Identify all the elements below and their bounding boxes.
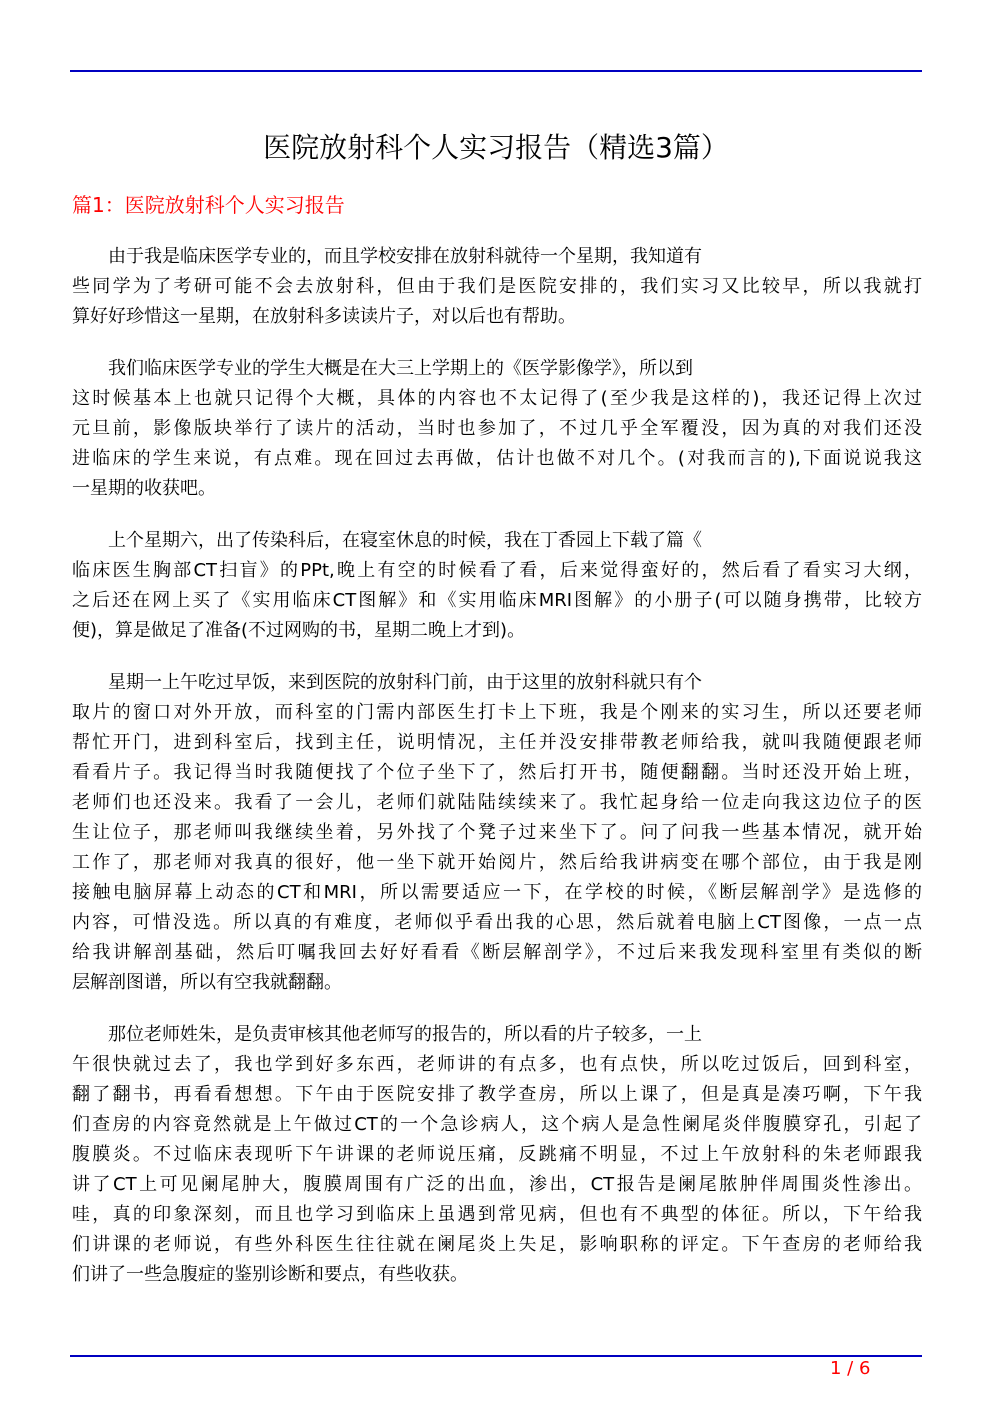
paragraph [72,526,922,646]
paragraph-line: 午很快就过去了，我也学到好多东西，老师讲的有点多，也有点快，所以吃过饭后，回到科室， [72,1054,922,1075]
paragraph-line: 哇，真的印象深刻，而且也学习到临床上虽遇到常见病，但也有不典型的体征。所以，下午给我 [72,1204,922,1225]
footer-rule [70,1355,922,1357]
paragraph-line: 星期一上午吃过早饭，来到医院的放射科门前，由于这里的放射科就只有个 [108,672,702,693]
paragraph-line: 算好好珍惜这一星期，在放射科多读读片子，对以后也有帮助。 [72,306,576,327]
paragraph-line: 那位老师姓朱，是负责审核其他老师写的报告的，所以看的片子较多，一上 [108,1024,702,1045]
paragraph-line: 由于我是临床医学专业的，而且学校安排在放射科就待一个星期，我知道有 [108,246,702,267]
paragraph-line: 临床医生胸部CT扫盲》的PPt,晚上有空的时候看了看，后来觉得蛮好的，然后看了看实习大纲， [72,560,922,581]
paragraph-line: 讲了CT上可见阑尾肿大，腹膜周围有广泛的出血，渗出，CT报告是阑尾脓肿伴周围炎性渗出。 [72,1174,922,1195]
paragraph-line: 我们临床医学专业的学生大概是在大三上学期上的《医学影像学》，所以到 [108,358,693,379]
paragraph-line: 工作了，那老师对我真的很好，他一坐下就开始阅片，然后给我讲病变在哪个部位，由于我是刚 [72,852,922,873]
paragraph-line: 生让位子，那老师叫我继续坐着，另外找了个凳子过来坐下了。问了问我一些基本情况，就开始 [72,822,922,843]
paragraph-line: 内容，可惜没选。所以真的有难度，老师似乎看出我的心思，然后就着电脑上CT图像，一点一点 [72,912,922,933]
paragraph-line: 这时候基本上也就只记得个大概，具体的内容也不太记得了(至少我是这样的)，我还记得上次过 [72,388,922,409]
section-heading: 篇1：医院放射科个人实习报告 [72,193,345,217]
paragraph-line: 之后还在网上买了《实用临床CT图解》和《实用临床MRI图解》的小册子(可以随身携带，比较方 [72,590,922,611]
paragraph-line: 给我讲解剖基础，然后叮嘱我回去好好看看《断层解剖学》，不过后来我发现科室里有类似的断 [72,942,922,963]
paragraph-line: 们讲课的老师说，有些外科医生往往就在阑尾炎上失足，影响职称的评定。下午查房的老师给我 [72,1234,922,1255]
paragraph-line: 们查房的内容竟然就是上午做过CT的一个急诊病人，这个病人是急性阑尾炎伴腹膜穿孔，引起了 [72,1114,922,1135]
paragraph-line: 接触电脑屏幕上动态的CT和MRI，所以需要适应一下，在学校的时候，《断层解剖学》是选修的 [72,882,922,903]
paragraph-line: 取片的窗口对外开放，而科室的门需内部医生打卡上下班，我是个刚来的实习生，所以还要老师 [72,702,922,723]
paragraph-line: 上个星期六，出了传染科后，在寝室休息的时候，我在丁香园上下载了篇《 [108,530,702,551]
paragraph-line: 些同学为了考研可能不会去放射科，但由于我们是医院安排的，我们实习又比较早，所以我就打 [72,276,922,297]
paragraph-line: 腹膜炎。不过临床表现听下午讲课的老师说压痛，反跳痛不明显，不过上午放射科的朱老师跟我 [72,1144,922,1165]
paragraph-line: 看看片子。我记得当时我随便找了个位子坐下了，然后打开书，随便翻翻。当时还没开始上班， [72,762,922,783]
paragraph-line: 帮忙开门，进到科室后，找到主任，说明情况，主任并没安排带教老师给我，就叫我随便跟老师 [72,732,922,753]
page-number: 1 / 6 [830,1358,871,1379]
paragraph [72,1020,922,1290]
header-rule [70,70,922,72]
paragraph [72,242,922,332]
paragraph-line: 便)，算是做足了准备(不过网购的书，星期二晚上才到)。 [72,620,526,641]
paragraph-line: 老师们也还没来。我看了一会儿，老师们就陆陆续续来了。我忙起身给一位走向我这边位子的医 [72,792,922,813]
paragraph-line: 们讲了一些急腹症的鉴别诊断和要点，有些收获。 [72,1264,468,1285]
paragraph [72,668,922,998]
document-body [72,242,922,1312]
paragraph-line: 元旦前，影像版块举行了读片的活动，当时也参加了，不过几乎全军覆没，因为真的对我们还没 [72,418,922,439]
paragraph [72,354,922,504]
document-title: 医院放射科个人实习报告（精选3篇） [263,131,729,164]
paragraph-line: 翻了翻书，再看看想想。下午由于医院安排了教学查房，所以上课了，但是真是凑巧啊，下午我 [72,1084,922,1105]
paragraph-line: 进临床的学生来说，有点难。现在回过去再做，估计也做不对几个。(对我而言的),下面说说我这 [72,448,922,469]
paragraph-line: 一星期的收获吧。 [72,478,216,499]
paragraph-line: 层解剖图谱，所以有空我就翻翻。 [72,972,342,993]
